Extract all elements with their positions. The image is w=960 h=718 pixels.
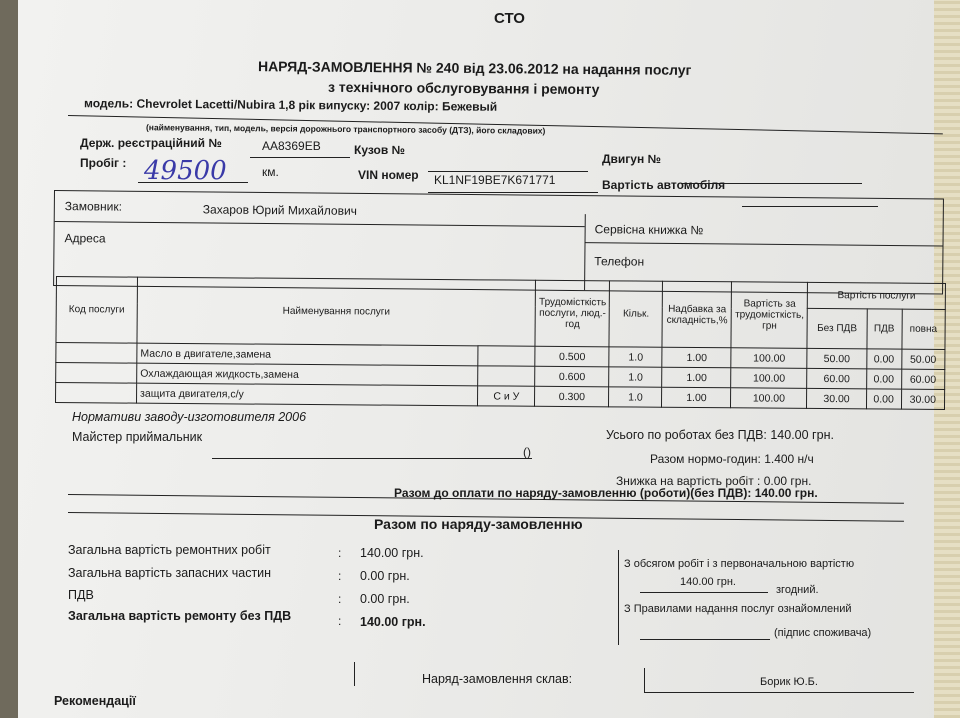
composed-underline: [644, 692, 914, 693]
sto-heading: СТО: [494, 10, 525, 27]
rules-line: З Правилами надання послуг ознайомлений: [624, 603, 852, 615]
mileage-label: Пробіг :: [80, 156, 127, 170]
phone-label: Телефон: [594, 254, 645, 269]
row-no-vat: 30.00: [807, 388, 866, 408]
row-full: 30.00: [901, 389, 945, 409]
summary-label: Загальна вартість запасних частин: [68, 566, 272, 580]
row-extra: [478, 346, 535, 366]
discount: Знижка на вартість робіт : 0.00 грн.: [616, 474, 812, 488]
summary-sep: :: [338, 614, 342, 628]
summary-value: 140.00 грн.: [360, 546, 424, 560]
row-code: [56, 343, 137, 364]
signature-underline: [640, 639, 770, 640]
total-no-vat: Усього по роботах без ПДВ: 140.00 грн.: [606, 428, 834, 442]
row-vat: 0.00: [866, 389, 901, 409]
services-table: [55, 276, 946, 410]
to-pay: Разом до оплати по наряду-замовленню (роботи)(без ПДВ): 140.00 грн.: [394, 486, 818, 500]
engine-label: Двигун №: [602, 152, 661, 166]
car-value-label: Вартість автомобіля: [602, 178, 726, 192]
agree-underline: [640, 592, 768, 593]
mileage-value: 49500: [144, 156, 227, 186]
model-line: модель: Chevrolet Lacetti/Nubira 1,8 рік випуску: 2007 колір: Бежевый: [83, 96, 498, 114]
document-title: НАРЯД-ЗАМОВЛЕННЯ № 240 від 23.06.2012 на надання послуг: [257, 58, 692, 78]
composed-name-divider: [644, 668, 645, 692]
col-surcharge-header: Надбавка за складність,%: [662, 281, 732, 348]
summary-value: 0.00 грн.: [360, 592, 410, 606]
row-full: 60.00: [901, 369, 945, 389]
col-full-header: повна: [901, 309, 945, 349]
row-extra: [478, 366, 535, 386]
master-underline: [212, 458, 532, 459]
col-qty-header: Кільк.: [609, 281, 663, 347]
vin-value: KL1NF19BE7K671771: [434, 173, 556, 187]
summary-sep: :: [338, 592, 342, 606]
summary-title: Разом по наряду-замовленню: [374, 516, 583, 532]
vin-label: VIN номер: [358, 168, 419, 182]
recommendations-label: Рекомендації: [54, 694, 136, 708]
norms-note: Нормативи заводу-изготовителя 2006: [72, 410, 307, 424]
col-name-header: Найменування послуги: [137, 277, 536, 346]
row-surcharge: 1.00: [662, 387, 731, 408]
row-code: [56, 363, 137, 384]
row-name: Охлаждающая жидкость,замена: [137, 363, 478, 386]
composed-divider: [354, 662, 355, 686]
norm-hours: Разом нормо-годин: 1.400 н/ч: [650, 452, 814, 466]
mileage-unit: км.: [262, 165, 279, 179]
model-note: (найменування, тип, модель, версія дорожнього транспортного засобу (ДТЗ), його складових): [145, 122, 546, 136]
service-book-label: Сервісна книжка №: [594, 222, 704, 238]
summary-label: ПДВ: [68, 588, 94, 602]
row-name: Масло в двигателе,замена: [137, 343, 478, 366]
composed-name: Борик Ю.Б.: [760, 676, 818, 688]
row-labor: 0.600: [535, 366, 609, 387]
body-underline: [428, 171, 588, 172]
row-cost-labor: 100.00: [731, 368, 807, 389]
reg-label: Держ. реєстраційний №: [80, 136, 222, 150]
summary-sep: :: [338, 546, 342, 560]
customer-label: Замовник:: [64, 199, 123, 214]
row-qty: 1.0: [609, 387, 662, 407]
col-cost-group-header: Вартість послуги: [808, 282, 946, 309]
col-cost-labor-header: Вартість за трудомісткість, грн: [731, 282, 807, 349]
document-subtitle: з технічного обслуговування і ремонту: [327, 78, 600, 98]
row-vat: 0.00: [866, 369, 901, 389]
col-labor-header: Трудомісткість послуги, люд.-год: [535, 280, 610, 347]
sign-note: (підпис споживача): [774, 627, 872, 639]
agree-line: З обсягом робіт і з первоначальною вартістю: [624, 558, 855, 570]
agree-word: згодний.: [776, 584, 819, 596]
customer-value: Захаров Юрий Михайлович: [202, 202, 358, 218]
master-label: Майстер приймальник: [72, 430, 203, 444]
summary-sep: :: [338, 569, 342, 583]
agree-amount: 140.00 грн.: [680, 576, 736, 588]
row-labor: 0.500: [535, 346, 609, 367]
address-label: Адреса: [64, 231, 106, 246]
row-extra: С и У: [478, 386, 535, 406]
composed-label: Наряд-замовлення склав:: [422, 672, 573, 686]
summary-value: 140.00 грн.: [360, 615, 426, 629]
row-qty: 1.0: [609, 347, 662, 367]
col-no-vat-header: Без ПДВ: [807, 308, 867, 348]
row-no-vat: 60.00: [807, 368, 866, 388]
row-full: 50.00: [901, 349, 945, 369]
row-code: [56, 383, 137, 404]
row-surcharge: 1.00: [662, 367, 731, 388]
row-name: защита двигателя,с/у: [137, 383, 478, 406]
mileage-underline: [138, 182, 248, 183]
customer-row-divider: [55, 221, 585, 227]
master-paren: (): [523, 445, 531, 459]
col-code-header: Код послуги: [56, 277, 138, 344]
row-vat: 0.00: [866, 349, 901, 369]
agreement-divider: [618, 550, 619, 645]
row-cost-labor: 100.00: [731, 388, 807, 409]
summary-label: Загальна вартість ремонту без ПДВ: [68, 609, 292, 623]
row-no-vat: 50.00: [807, 348, 866, 368]
row-qty: 1.0: [609, 367, 662, 387]
body-label: Кузов №: [354, 143, 405, 157]
reg-underline: [250, 157, 350, 158]
summary-label: Загальна вартість ремонтних робіт: [68, 543, 271, 557]
row-labor: 0.300: [535, 386, 609, 407]
row-surcharge: 1.00: [662, 347, 731, 368]
reg-value: АА8369ЕВ: [262, 139, 321, 153]
row-cost-labor: 100.00: [731, 348, 807, 369]
document-page: [18, 0, 960, 718]
summary-value: 0.00 грн.: [360, 569, 410, 583]
service-row-divider: [585, 242, 943, 246]
col-vat-header: ПДВ: [867, 309, 902, 349]
customer-vertical-divider: [584, 214, 586, 290]
